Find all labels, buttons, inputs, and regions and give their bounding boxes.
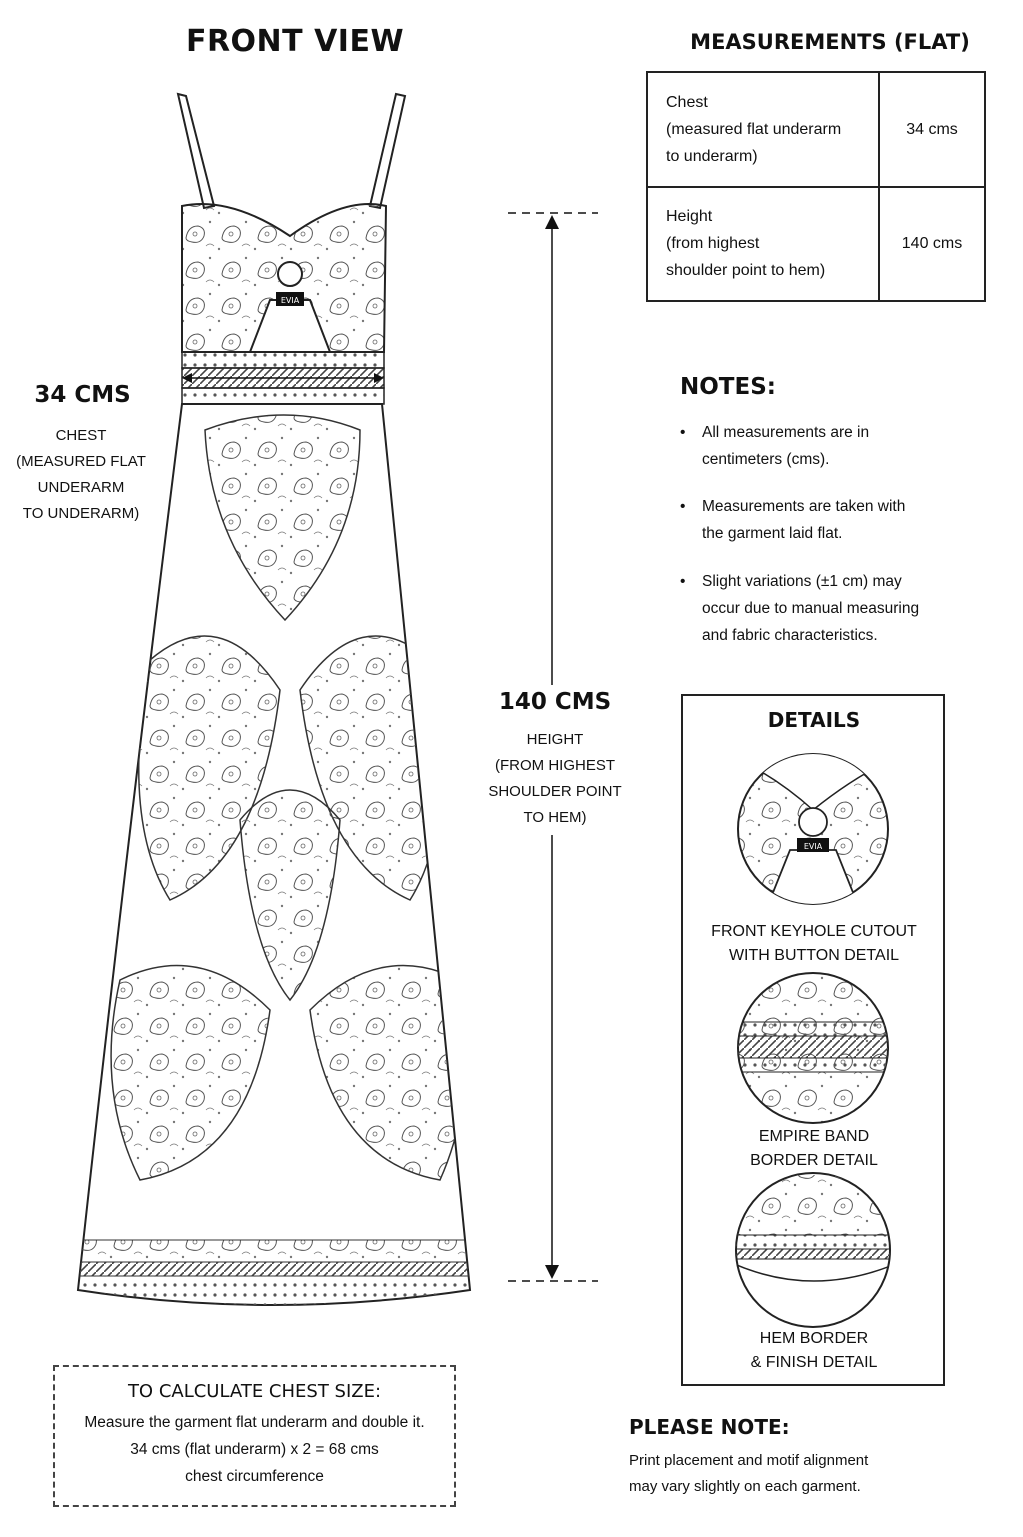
caption-line: TO HEM): [523, 809, 587, 826]
measurements-title: MEASUREMENTS (FLAT): [690, 30, 970, 54]
row-label-line: to underarm): [666, 147, 758, 165]
note-line: Slight variations (±1 cm) may: [702, 573, 902, 590]
note-line: centimeters (cms).: [702, 451, 830, 468]
chest-label-cell: [647, 72, 879, 187]
measurements-table: [646, 71, 986, 302]
caption-line: (FROM HIGHEST: [495, 757, 615, 774]
height-value-cell: 140 cms: [879, 187, 985, 302]
bullet-icon: •: [680, 498, 686, 515]
height-label-cell: [647, 187, 879, 302]
note-item: [680, 419, 970, 473]
detail-brand-label: EVIA: [803, 842, 823, 851]
chest-value-cell: 34 cms: [879, 72, 985, 187]
caption-line: WITH BUTTON DETAIL: [728, 947, 900, 964]
detail-caption-hem: [681, 1327, 947, 1375]
note-line: and fabric characteristics.: [702, 627, 878, 644]
calculation-title: TO CALCULATE CHEST SIZE:: [127, 1381, 382, 1402]
detail-caption-keyhole: [681, 920, 947, 968]
brand-label: EVIA: [280, 296, 300, 305]
row-label-line: Chest: [666, 93, 708, 111]
caption-line: TO UNDERARM): [22, 505, 140, 522]
note-item: [680, 493, 970, 547]
dress-bodice: [182, 204, 386, 352]
table-row: [647, 187, 985, 302]
note-line: occur due to manual measuring: [702, 600, 920, 617]
note-line: All measurements are in: [702, 424, 870, 441]
details-panel: [681, 694, 945, 1386]
bullet-icon: •: [680, 424, 686, 441]
details-title: DETAILS: [767, 708, 861, 732]
please-note-line: Print placement and motif alignment: [629, 1452, 869, 1469]
note-item: [680, 568, 970, 649]
note-line: the garment laid flat.: [702, 525, 843, 542]
please-note-title: PLEASE NOTE:: [629, 1415, 790, 1439]
please-note-line: may vary slightly on each garment.: [629, 1478, 861, 1495]
front-view-title: FRONT VIEW: [185, 24, 405, 59]
caption-line: UNDERARM: [37, 479, 125, 496]
chest-callout-value: 34 CMS: [34, 382, 131, 408]
detail-caption-empire-band: [681, 1125, 947, 1173]
caption-line: BORDER DETAIL: [750, 1152, 878, 1169]
caption-line: HEM BORDER: [759, 1330, 869, 1347]
caption-line: CHEST: [55, 427, 107, 444]
caption-line: FRONT KEYHOLE CUTOUT: [711, 923, 917, 940]
row-label-line: (from highest: [666, 235, 760, 253]
row-label-line: (measured flat underarm: [666, 120, 842, 138]
row-label-line: Height: [666, 208, 713, 226]
caption-line: EMPIRE BAND: [758, 1128, 870, 1145]
note-line: Measurements are taken with: [702, 498, 906, 515]
caption-line: HEIGHT: [526, 731, 584, 748]
height-callout-value: 140 CMS: [470, 689, 640, 715]
dress-straps: [178, 94, 405, 208]
row-label-line: shoulder point to hem): [666, 262, 826, 280]
caption-line: (MEASURED FLAT: [16, 453, 146, 470]
caption-line: SHOULDER POINT: [488, 783, 622, 800]
bullet-icon: •: [680, 573, 686, 590]
dress-skirt: [60, 404, 500, 1306]
caption-line: & FINISH DETAIL: [750, 1354, 878, 1371]
calculation-line: Measure the garment flat underarm and double it.: [84, 1414, 425, 1431]
table-row: [647, 72, 985, 187]
calculation-line: chest circumference: [185, 1468, 324, 1485]
chest-callout-caption: [0, 423, 162, 527]
notes-title: NOTES:: [680, 374, 776, 400]
height-callout-caption: [470, 727, 640, 831]
calculation-line: 34 cms (flat underarm) x 2 = 68 cms: [130, 1441, 379, 1458]
